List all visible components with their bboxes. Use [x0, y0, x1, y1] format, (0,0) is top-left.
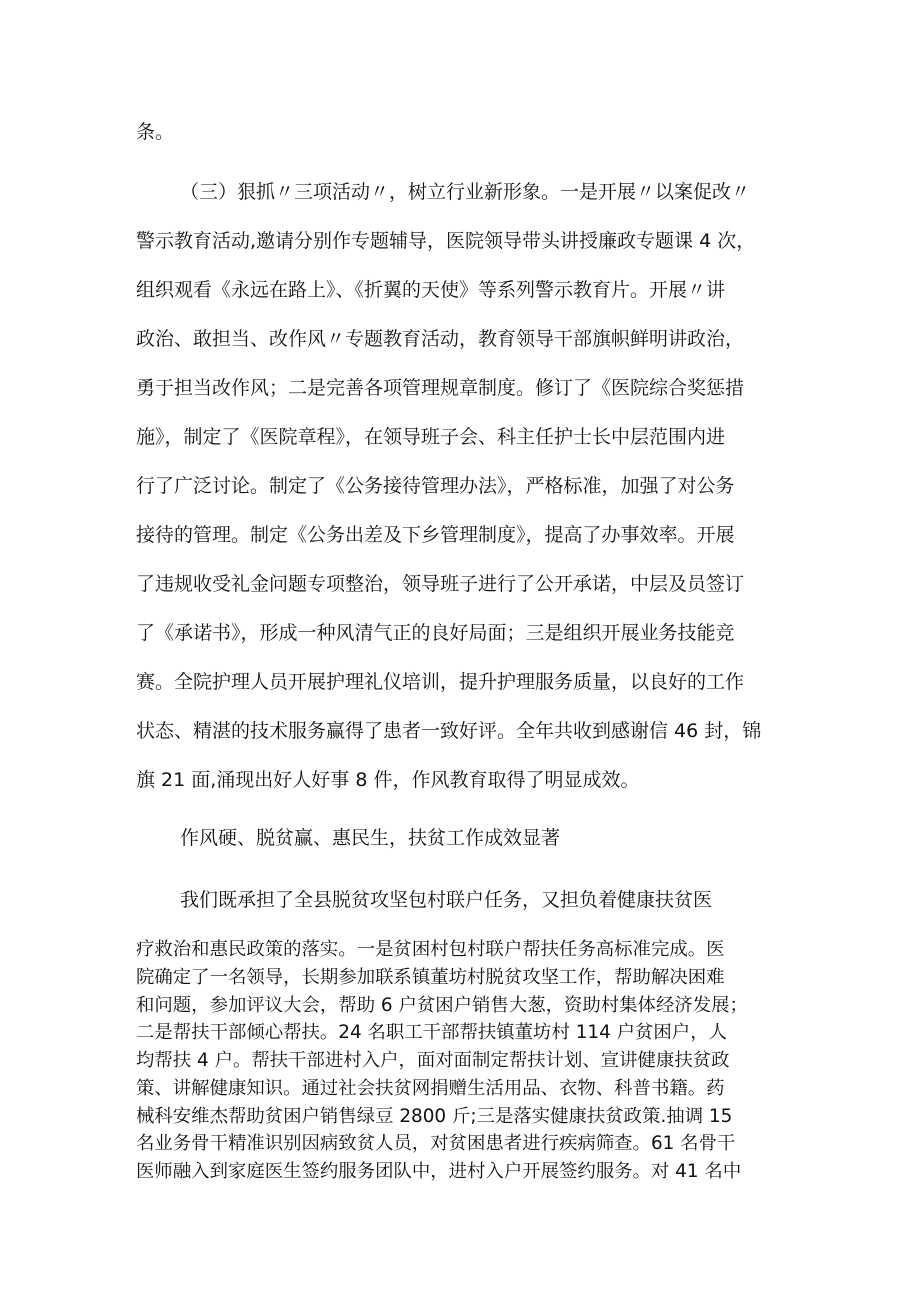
text-line: 院确定了一名领导，长期参加联系镇董坊村脱贫攻坚工作，帮助解决困难 — [136, 967, 725, 988]
text-line: 疗救治和惠民政策的落实。一是贫困村包村联户帮扶任务高标准完成。医 — [136, 939, 725, 960]
top-fragment: 条。 — [136, 121, 175, 143]
text-line: 了《承诺书》，形成一种风清气正的良好局面；三是组织开展业务技能竞 — [136, 622, 735, 644]
text-line: 勇于担当改作风；二是完善各项管理规章制度。修订了《医院综合奖惩措 — [136, 377, 745, 399]
text-line: 警示教育活动,邀请分别作专题辅导，医院领导带头讲授廉政专题课 4 次， — [136, 230, 756, 252]
text-line: 和问题，参加评议大会，帮助 6 户贫困户销售大葱，资助村集体经济发展； — [136, 995, 748, 1016]
text-line: 旗 21 面,涌现出好人好事 8 件，作风教育取得了明显成效。 — [136, 769, 640, 791]
text-line: 策、讲解健康知识。通过社会扶贫网捐赠生活用品、衣物、科普书籍。药 — [136, 1078, 725, 1099]
text-line: 接待的管理。制定《公务出差及下乡管理制度》，提高了办事效率。开展 — [136, 524, 735, 546]
text-line: 名业务骨干精准识别因病致贫人员，对贫困患者进行疾病筛查。61 名骨干 — [136, 1133, 736, 1154]
text-line: （三）狠抓〃三项活动〃，树立行业新形象。一是开展〃以案促改〃 — [180, 181, 751, 203]
section-heading: 作风硬、脱贫赢、惠民生，扶贫工作成效显著 — [180, 827, 561, 849]
text-line: 赛。全院护理人员开展护理礼仪培训，提升护理服务质量，以良好的工作 — [136, 671, 745, 693]
text-line: 施》，制定了《医院章程》，在领导班子会、科主任护士长中层范围内进 — [136, 426, 726, 448]
intro-line: 我们既承担了全县脱贫攻坚包村联户任务，又担负着健康扶贫医 — [180, 889, 713, 911]
text-line: 了违规收受礼金问题专项整治，领导班子进行了公开承诺，中层及员签订 — [136, 573, 745, 595]
text-line: 行了广泛讨论。制定了《公务接待管理办法》，严格标准，加强了对公务 — [136, 475, 735, 497]
text-line: 二是帮扶干部倾心帮扶。24 名职工干部帮扶镇董坊村 114 户贫困户，人 — [136, 1022, 727, 1043]
text-line: 械科安维杰帮助贫困户销售绿豆 2800 斤;三是落实健康扶贫政策.抽调 15 — [136, 1106, 733, 1127]
text-line: 组织观看《永远在路上》、《折翼的天使》等系列警示教育片。开展〃讲 — [136, 279, 726, 301]
text-line: 政治、敢担当、改作风〃专题教育活动，教育领导干部旗帜鲜明讲政治， — [136, 328, 745, 350]
text-line: 均帮扶 4 户。帮扶干部进村入户，面对面制定帮扶计划、宣讲健康扶贫政 — [136, 1050, 730, 1071]
text-line: 状态、精湛的技术服务赢得了患者一致好评。全年共收到感谢信 46 封，锦 — [136, 720, 762, 742]
text-line: 医师融入到家庭医生签约服务团队中，进村入户开展签约服务。对 41 名中 — [136, 1161, 742, 1182]
